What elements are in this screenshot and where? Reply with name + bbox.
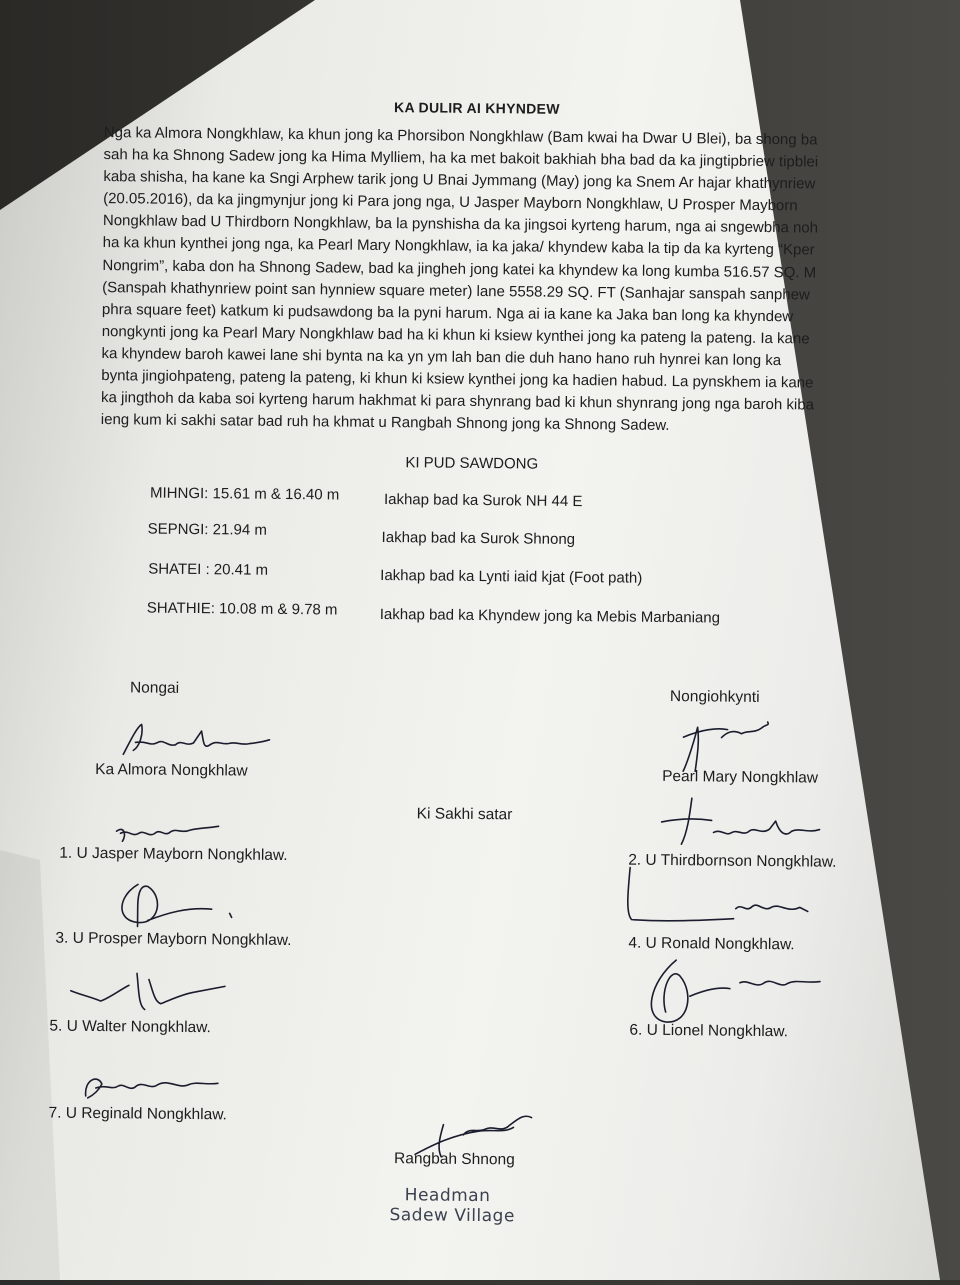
signature-ronald <box>623 862 824 934</box>
paragraph-line: ka khyndew baroh kawei lane shi bynta na ka yn ym lah ban die duh hano hano ruh hynrei kan long ka <box>101 344 782 370</box>
paragraph-line: ka jingthoh da kaba soi kyrteng harum hakhmat ki para shynrang bad ki khun shynrang jong nga baroh kiba <box>100 389 815 414</box>
giver-name: Ka Almora Nongkhlaw <box>95 760 248 780</box>
paragraph-line: Nga ka Almora Nongkhlaw, ka khun jong ka Phorsibon Nongkhlaw (Bam kwai ha Dwar U Blei), ba shong ba <box>103 124 818 149</box>
signature-prosper <box>107 876 248 933</box>
document-title: KA DULIR AI KHYNDEW <box>394 99 560 117</box>
witness-3: 3. U Prosper Mayborn Nongkhlaw. <box>55 929 292 950</box>
signature-almora <box>117 716 277 764</box>
giver-heading: Nongai <box>129 679 180 697</box>
witness-7: 7. U Reginald Nongkhlaw. <box>48 1104 227 1124</box>
headman-label: Rangbah Shnong <box>394 1150 515 1169</box>
headman-stamp-line-2: Sadew Village <box>389 1205 515 1227</box>
signature-walter <box>65 961 236 1019</box>
boundary-south-value: Iakhap bad ka Khyndew jong ka Mebis Marbaniang <box>379 605 721 627</box>
witness-1: 1. U Jasper Mayborn Nongkhlaw. <box>59 844 288 865</box>
deed-paragraph <box>101 122 839 439</box>
boundaries-title: KI PUD SAWDONG <box>405 454 539 473</box>
boundary-east-value: Iakhap bad ka Surok NH 44 E <box>383 490 583 511</box>
paragraph-line: Nongkhlaw bad U Thirdborn Nongkhlaw, ba la pynshisha da ka jingsoi kyrteng harum, nga ai sngewbha noh <box>102 212 819 237</box>
signature-reginald <box>78 1066 228 1108</box>
boundary-west-label: SEPNGI: 21.94 m <box>147 520 267 539</box>
boundary-south-label: SHATHIE: 10.08 m & 9.78 m <box>146 599 338 619</box>
witness-6: 6. U Lionel Nongkhlaw. <box>629 1021 789 1041</box>
paragraph-line: (20.05.2016), da ka jingmynjur jong ki Para jong nga, U Jasper Mayborn Nongkhlaw, U Prosper Mayborn <box>103 190 798 215</box>
signature-thirdborn <box>651 792 832 854</box>
boundary-north-value: Iakhap bad ka Lynti iaid kjat (Foot path) <box>380 566 643 587</box>
paragraph-line: nongkynti jong ka Pearl Mary Nongkhlaw bad ha ki khun ki ksiew kynthei jong ka pateng la pateng. Ia kane <box>101 322 810 348</box>
paragraph-line: ha ka khun kynthei jong nga, ka Pearl Mary Nongkhlaw, ia ka jaka/ khyndew kaba la tip da ka kyrteng “Kper <box>102 234 815 259</box>
headman-stamp-line-1: Headman <box>404 1185 491 1207</box>
paragraph-line: bynta jingiohpateng, pateng la pateng, ki khun ki ksiew kynthei jong ka hadien habud. La pynskhem ia kane <box>101 367 814 392</box>
paragraph-line: sah ha ka Shnong Sadew jong ka Hima Mylliem, ha ka met bakoit bakhiah bha bad da ka jingtipbriew tipblei <box>103 146 819 171</box>
witness-5: 5. U Walter Nongkhlaw. <box>49 1017 211 1037</box>
receiver-heading: Nongiohkynti <box>669 688 760 706</box>
boundary-east-label: MIHNGI: 15.61 m & 16.40 m <box>149 484 340 504</box>
boundary-north-label: SHATEI : 20.41 m <box>148 560 269 579</box>
paragraph-line: phra square feet) katkum ki pudsawdong ba la pyni harum. Nga ai ia kane ka Jaka ban long ka khyndew <box>101 300 794 326</box>
receiver-name: Pearl Mary Nongkhlaw <box>662 767 819 787</box>
paragraph-line: ieng kum ki sakhi satar bad ruh ha khmat u Rangbah Shnong jong ka Shnong Sadew. <box>100 411 670 435</box>
witness-heading: Ki Sakhi satar <box>416 805 513 824</box>
paragraph-line: kaba shisha, ha kane ka Sngi Arphew tarik jong U Bnai Jymmang (May) jong ka Snem Ar hajar khathynriew <box>103 168 816 193</box>
witness-4: 4. U Ronald Nongkhlaw. <box>628 934 795 954</box>
paragraph-line: Nongrim”, kaba don ha Shnong Sadew, bad ka jingheh jong katei ka khyndew ka long kumba 516.57 SQ. M <box>102 256 817 282</box>
signature-jasper <box>106 811 226 848</box>
witness-2: 2. U Thirdbornson Nongkhlaw. <box>628 851 837 871</box>
boundary-west-value: Iakhap bad ka Surok Shnong <box>381 528 576 548</box>
paragraph-line: (Sanspah khathynriew point san hynniew square meter) lane 5558.29 SQ. FT (Sanhajar sanspah sanphew <box>102 278 810 304</box>
